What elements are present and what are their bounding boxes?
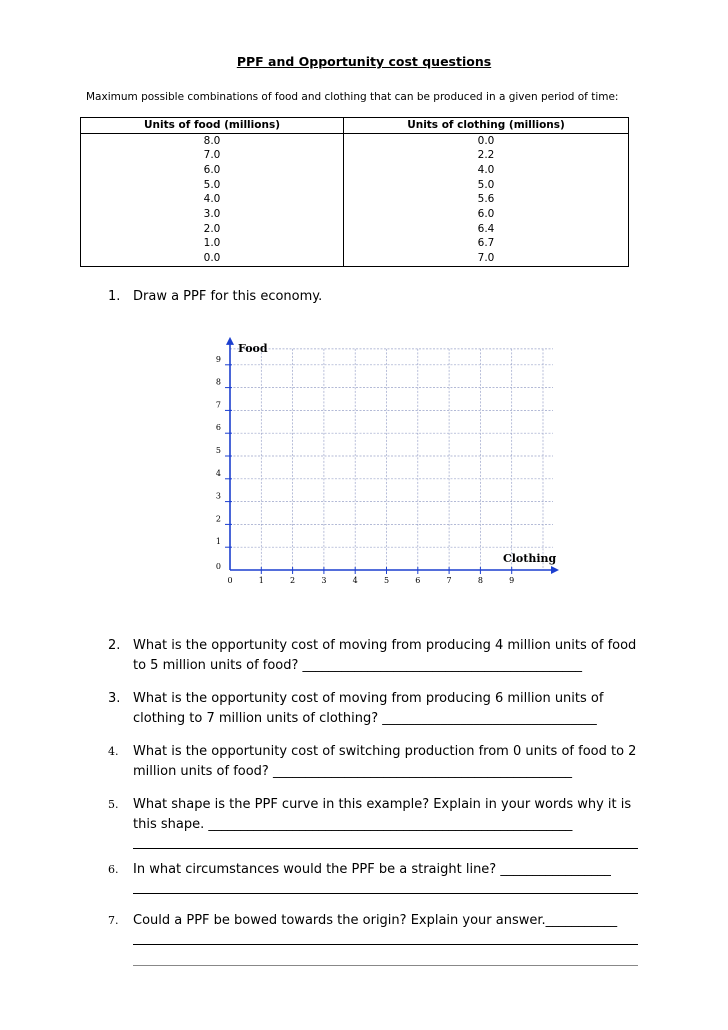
answer-blank-line[interactable] bbox=[133, 848, 638, 849]
question-answer-line[interactable]: this shape. ________________________________________________________ bbox=[133, 817, 573, 832]
question-number: 2. bbox=[108, 638, 121, 653]
y-tick-label: 9 bbox=[215, 354, 221, 364]
chart-axes bbox=[216, 337, 559, 585]
page-title: PPF and Opportunity cost questions bbox=[236, 54, 492, 69]
table-header-row bbox=[81, 118, 629, 134]
ppf-graph[interactable] bbox=[190, 330, 560, 590]
question-number: 3. bbox=[108, 691, 121, 706]
answer-blank-line[interactable] bbox=[133, 965, 638, 966]
header-clothing: Units of clothing (millions) bbox=[344, 118, 629, 134]
question-answer-line[interactable]: to 5 million units of food? ___________________________________________ bbox=[133, 658, 583, 673]
table-row bbox=[81, 148, 629, 163]
x-tick-label: 2 bbox=[290, 576, 296, 585]
cell-clothing: 6.4 bbox=[344, 222, 629, 237]
y-tick-label: 0 bbox=[215, 562, 221, 571]
question-text[interactable]: In what circumstances would the PPF be a straight line? _________________ bbox=[133, 862, 611, 877]
question-number: 6. bbox=[108, 863, 119, 876]
chart-grid bbox=[230, 349, 553, 570]
x-tick-label: 3 bbox=[321, 576, 327, 585]
y-tick-label: 7 bbox=[215, 400, 221, 410]
x-tick-label: 6 bbox=[415, 576, 421, 585]
question-text: What is the opportunity cost of switching production from 0 units of food to 2 bbox=[133, 744, 637, 759]
cell-food: 4.0 bbox=[81, 192, 344, 207]
cell-food: 6.0 bbox=[81, 163, 344, 178]
y-tick-label: 4 bbox=[215, 468, 221, 478]
cell-food: 2.0 bbox=[81, 222, 344, 237]
x-axis-label: Clothing bbox=[503, 552, 557, 565]
cell-food: 8.0 bbox=[81, 133, 344, 148]
x-tick-label: 1 bbox=[258, 576, 264, 585]
y-tick-label: 3 bbox=[215, 491, 221, 501]
header-food: Units of food (millions) bbox=[81, 118, 344, 134]
question-number: 7. bbox=[108, 914, 119, 927]
cell-clothing: 7.0 bbox=[344, 251, 629, 266]
question-answer-line[interactable]: clothing to 7 million units of clothing? _________________________________ bbox=[133, 711, 597, 726]
question-number: 5. bbox=[108, 798, 119, 811]
table-row bbox=[81, 222, 629, 237]
question-answer-line[interactable]: million units of food? ______________________________________________ bbox=[133, 764, 572, 779]
table-row bbox=[81, 133, 629, 148]
cell-food: 7.0 bbox=[81, 148, 344, 163]
cell-food: 0.0 bbox=[81, 251, 344, 266]
x-axis-arrow bbox=[551, 566, 559, 574]
question-number: 4. bbox=[108, 745, 119, 758]
cell-clothing: 5.6 bbox=[344, 192, 629, 207]
table-row bbox=[81, 237, 629, 252]
cell-food: 3.0 bbox=[81, 207, 344, 222]
y-tick-label: 8 bbox=[215, 377, 221, 387]
x-tick-label: 8 bbox=[477, 576, 483, 585]
question-text: What is the opportunity cost of moving from producing 6 million units of bbox=[133, 691, 604, 706]
x-tick-label: 9 bbox=[509, 576, 515, 585]
question-text: What shape is the PPF curve in this example? Explain in your words why it is bbox=[133, 797, 632, 812]
y-tick-label: 6 bbox=[215, 423, 221, 433]
table-row bbox=[81, 192, 629, 207]
table-row bbox=[81, 207, 629, 222]
cell-clothing: 2.2 bbox=[344, 148, 629, 163]
table-row bbox=[81, 251, 629, 266]
y-tick-label: 1 bbox=[215, 537, 221, 547]
answer-blank-line[interactable] bbox=[133, 893, 638, 894]
x-tick-label: 7 bbox=[446, 576, 452, 585]
x-tick-label: 0 bbox=[227, 576, 233, 585]
x-tick-label: 5 bbox=[383, 576, 390, 585]
x-tick-label: 4 bbox=[352, 576, 358, 585]
cell-clothing: 6.0 bbox=[344, 207, 629, 222]
cell-clothing: 0.0 bbox=[344, 133, 629, 148]
cell-clothing: 4.0 bbox=[344, 163, 629, 178]
cell-clothing: 5.0 bbox=[344, 178, 629, 193]
y-tick-label: 5 bbox=[215, 446, 221, 455]
table-row bbox=[81, 178, 629, 193]
cell-food: 1.0 bbox=[81, 237, 344, 252]
y-axis-label: Food bbox=[238, 342, 268, 355]
y-axis-arrow bbox=[226, 337, 234, 345]
table-row bbox=[81, 163, 629, 178]
y-tick-label: 2 bbox=[215, 514, 221, 524]
question-number: 1. bbox=[108, 289, 121, 304]
production-table bbox=[80, 117, 629, 267]
cell-food: 5.0 bbox=[81, 178, 344, 193]
answer-blank-line[interactable] bbox=[133, 944, 638, 945]
question-text: What is the opportunity cost of moving from producing 4 million units of food bbox=[133, 638, 637, 653]
question-text: Draw a PPF for this economy. bbox=[133, 289, 323, 304]
intro-text: Maximum possible combinations of food and clothing that can be produced in a given period of time: bbox=[86, 91, 619, 103]
question-text[interactable]: Could a PPF be bowed towards the origin? Explain your answer.___________ bbox=[133, 913, 618, 928]
cell-clothing: 6.7 bbox=[344, 237, 629, 252]
